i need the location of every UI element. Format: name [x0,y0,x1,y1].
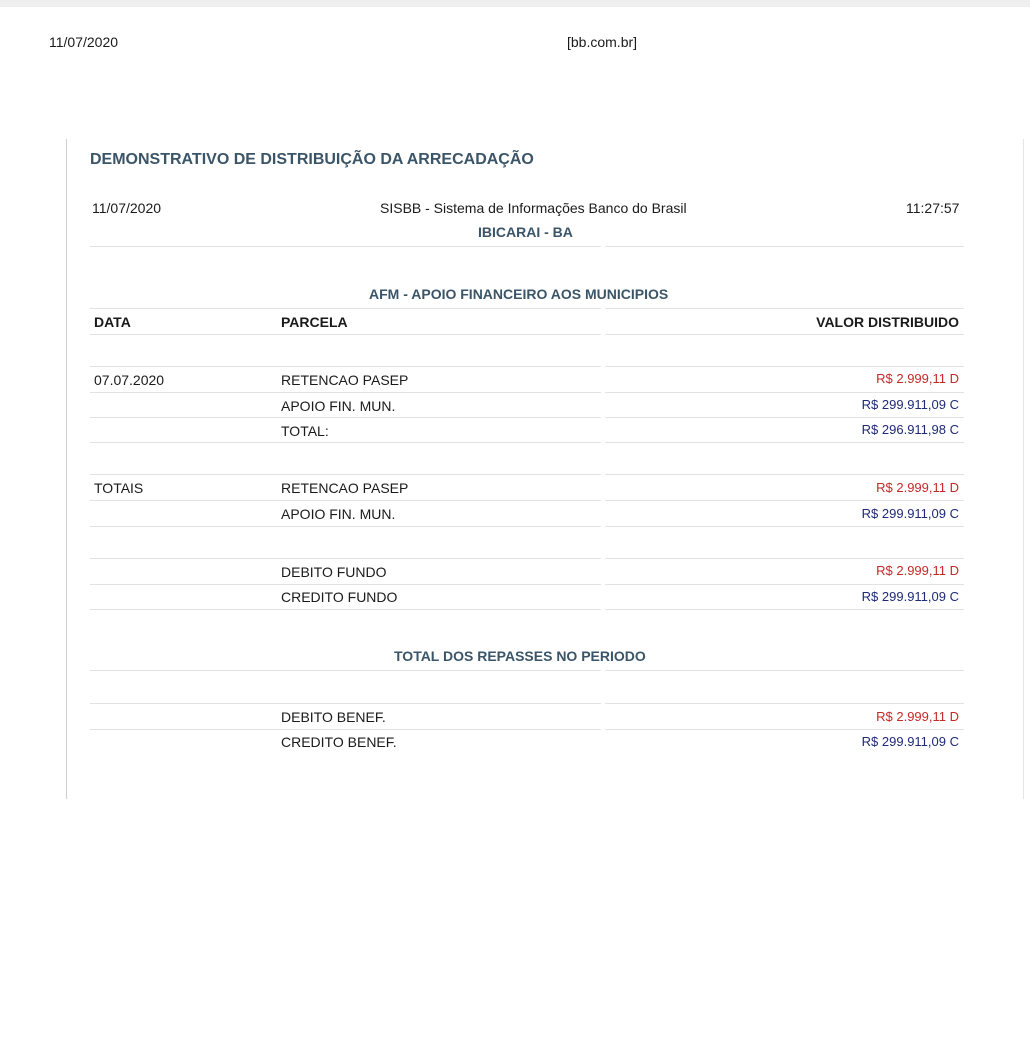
row-value-credit: R$ 296.911,98 C [861,422,959,437]
divider [605,308,964,309]
row-label: RETENCAO PASEP [281,372,409,388]
divider [90,334,601,335]
divider [605,246,964,247]
row-label: APOIO FIN. MUN. [281,398,396,414]
divider [605,729,964,730]
divider [605,670,964,671]
divider [90,474,601,475]
report-date: 11/07/2020 [92,200,162,216]
column-header-data: DATA [94,314,131,330]
browser-top-strip [0,0,1030,7]
report-system-name: SISBB - Sistema de Informações Banco do Brasil [380,200,687,216]
divider [90,729,601,730]
row-label: CREDITO BENEF. [281,734,397,750]
divider [90,703,601,704]
report-title: DEMONSTRATIVO DE DISTRIBUIÇÃO DA ARRECADAÇÃO [90,151,534,168]
divider [90,417,601,418]
report-time: 11:27:57 [906,200,960,216]
row-label: APOIO FIN. MUN. [281,506,396,522]
section-title-repasses: TOTAL DOS REPASSES NO PERIODO [394,648,646,664]
section-title-afm: AFM - APOIO FINANCEIRO AOS MUNICIPIOS [369,286,669,302]
row-value-debit: R$ 2.999,11 D [876,480,959,495]
divider [605,584,964,585]
divider [90,584,601,585]
divider [605,474,964,475]
row-value-debit: R$ 2.999,11 D [876,563,959,578]
divider [90,500,601,501]
row-value-credit: R$ 299.911,09 C [861,397,959,412]
divider [605,558,964,559]
row-value-credit: R$ 299.911,09 C [861,506,959,521]
row-date: 07.07.2020 [94,372,165,388]
row-label: DEBITO FUNDO [281,564,387,580]
row-label: TOTAL: [281,423,329,439]
row-label: DEBITO BENEF. [281,709,386,725]
divider [605,500,964,501]
divider [90,308,601,309]
totals-label: TOTAIS [94,480,144,496]
divider [605,703,964,704]
column-header-parcela: PARCELA [281,314,348,330]
row-label: RETENCAO PASEP [281,480,409,496]
divider [605,392,964,393]
divider [90,442,601,443]
print-header-date: 11/07/2020 [49,34,119,50]
divider [605,366,964,367]
divider [605,609,964,610]
divider [90,246,601,247]
divider [605,417,964,418]
print-header-url: [bb.com.br] [567,34,638,50]
row-value-debit: R$ 2.999,11 D [876,709,959,724]
divider [90,392,601,393]
row-label: CREDITO FUNDO [281,589,398,605]
row-value-credit: R$ 299.911,09 C [861,589,959,604]
divider [90,526,601,527]
report-location: IBICARAI - BA [478,224,573,240]
divider [605,526,964,527]
divider [90,670,601,671]
divider [90,366,601,367]
row-value-debit: R$ 2.999,11 D [876,371,959,386]
divider [605,334,964,335]
column-header-valor: VALOR DISTRIBUIDO [816,314,959,330]
divider [90,558,601,559]
row-value-credit: R$ 299.911,09 C [861,734,959,749]
divider [90,609,601,610]
divider [605,442,964,443]
